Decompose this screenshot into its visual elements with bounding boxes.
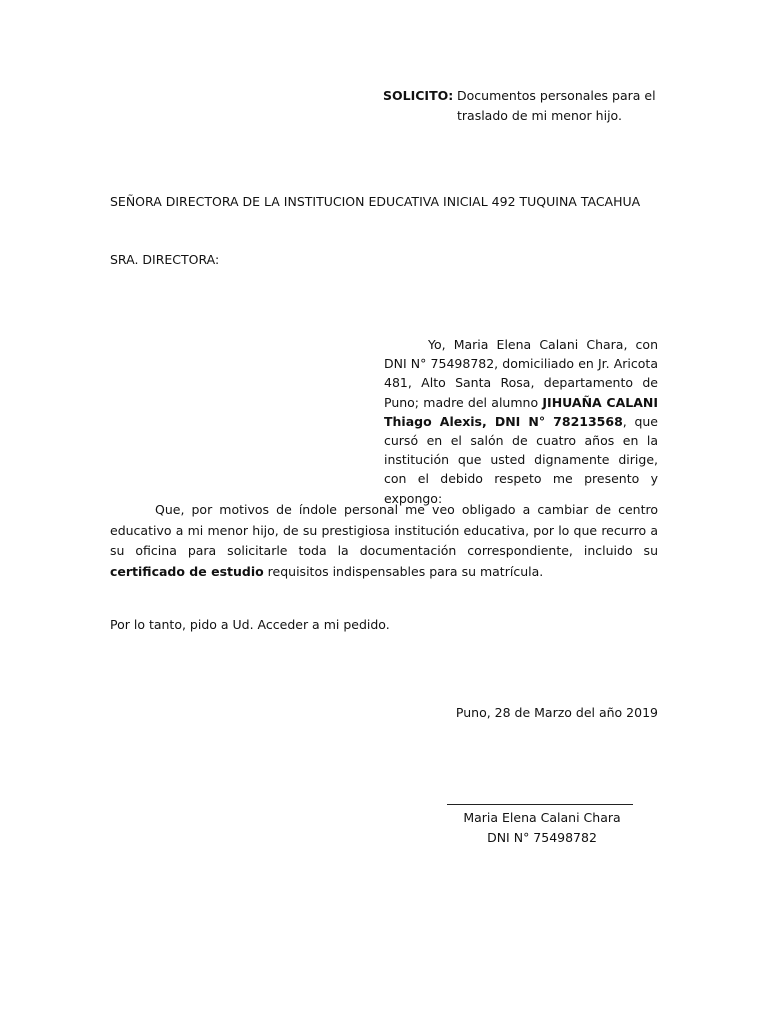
intro-paragraph <box>384 335 658 508</box>
subject-label: SOLICITO: <box>383 88 454 103</box>
signature-line <box>447 804 633 805</box>
date-line: Puno, 28 de Marzo del año 2019 <box>455 705 658 720</box>
body-paragraph <box>110 500 658 582</box>
signature-name: Maria Elena Calani Chara <box>463 810 621 825</box>
certificate-highlight: certificado de estudio <box>110 563 264 579</box>
salutation: SRA. DIRECTORA: <box>110 252 220 267</box>
intro-text-1: Yo, Maria Elena Calani Chara, con DNI N° 75498782, domiciliado en Jr. Aricota 481, Alto Santa Rosa, departamento de Puno; madre del alumno <box>384 337 658 410</box>
signature-dni: DNI N° 75498782 <box>487 830 597 845</box>
addressee: SEÑORA DIRECTORA DE LA INSTITUCION EDUCATIVA INICIAL 492 TUQUINA TACAHUA <box>110 194 641 209</box>
subject-text: Documentos personales para el traslado de mi menor hijo. <box>457 88 656 123</box>
student-name: JIHUAÑA CALANI Thiago Alexis, DNI N° 78213568 <box>384 394 658 429</box>
closing-line: Por lo tanto, pido a Ud. Acceder a mi pedido. <box>110 617 390 632</box>
body-text-2: requisitos indispensables para su matrícula. <box>263 563 544 579</box>
body-text-1: Que, por motivos de índole personal me veo obligado a cambiar de centro educativo a mi menor hijo, de su prestigiosa institución educativa, por lo que recurro a su oficina para solicitarle toda la documentación correspondiente, incluido su <box>110 502 658 558</box>
intro-text-2: , que cursó en el salón de cuatro años en la institución que usted dignamente dirige, con el debido respeto me presento y expongo: <box>384 413 658 506</box>
